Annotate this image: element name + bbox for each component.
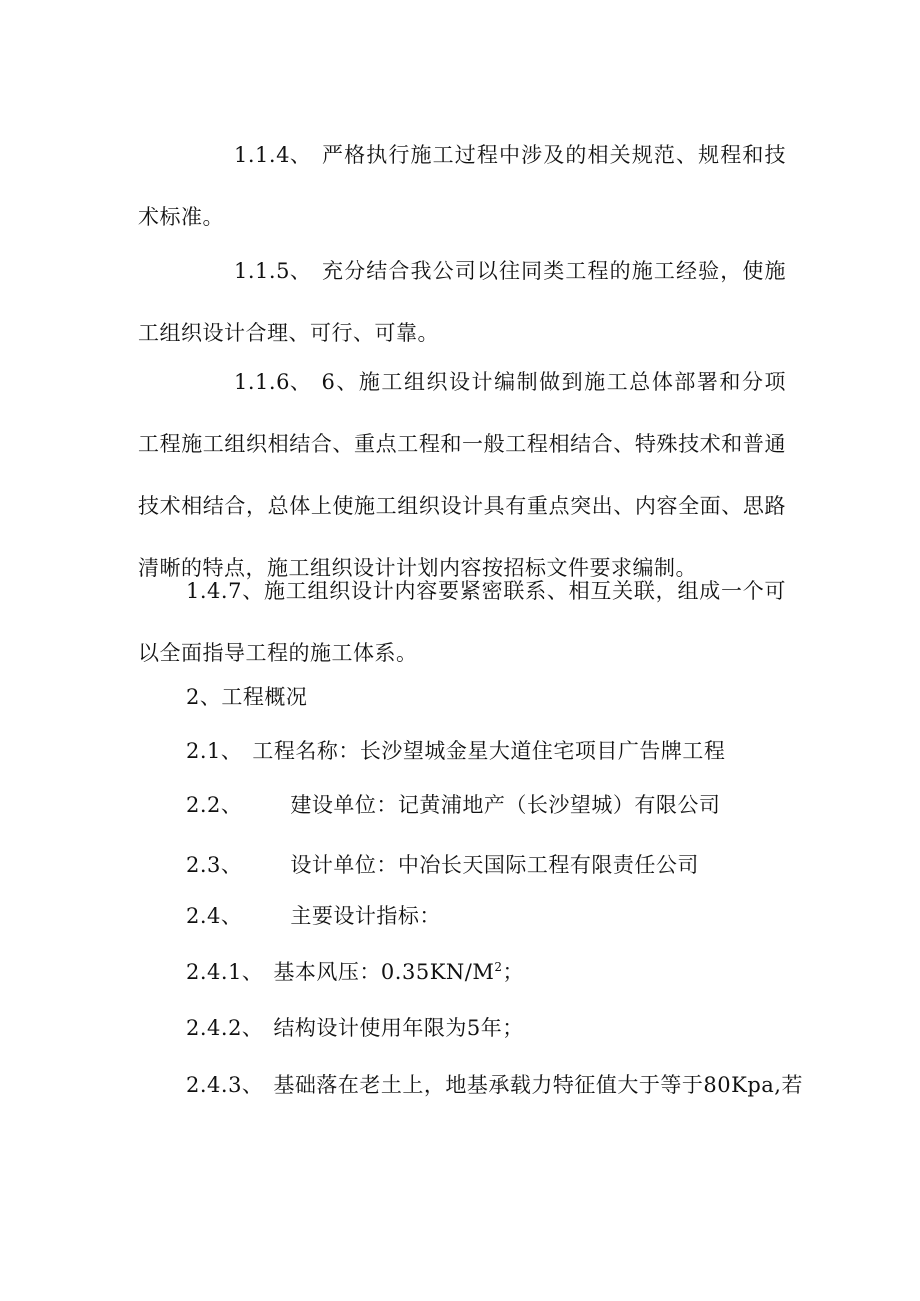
item-text: 基础落在老土上，地基承载力特征值大于等于80Kpa,若 [273, 1073, 803, 1097]
paragraph-1-1-5 [138, 240, 786, 364]
item-text: 结构设计使用年限为5年； [273, 1016, 524, 1040]
item-2-3 [186, 850, 699, 880]
item-number: 2.2、 [186, 793, 243, 817]
item-2-2 [186, 790, 720, 820]
item-2-4 [186, 901, 441, 931]
item-number: 2.4.2、 [186, 1016, 264, 1040]
item-number: 2.4、 [186, 904, 243, 928]
item-text: 基本风压：0.35KN/M [273, 960, 495, 984]
item-2-1 [186, 736, 725, 766]
item-2-4-3 [186, 1070, 803, 1100]
superscript: 2 [494, 960, 503, 974]
clause-text: 6、施工组织设计编制做到施工总体部署和分项工程施工组织相结合、重点工程和一般工程相结合、特殊技术和普通技术相结合，总体上使施工组织设计具有重点突出、内容全面、思路清晰的特点，施工组织设计计划内容按招标文件要求编制。 [138, 370, 786, 580]
item-text: 建设单位：记黄浦地产（长沙望城）有限公司 [290, 793, 721, 817]
clause-text: 严格执行施工过程中涉及的相关规范、规程和技术标准。 [138, 143, 786, 229]
clause-number: 1.1.6、 [234, 370, 312, 394]
item-number: 2.4.3、 [186, 1073, 264, 1097]
item-text: 工程名称：长沙望城金星大道住宅项目广告牌工程 [252, 739, 726, 763]
clause-text: 1.4.7、施工组织设计内容要紧密联系、相互关联，组成一个可以全面指导工程的施工体系。 [138, 579, 786, 665]
item-text: 主要设计指标： [290, 904, 441, 928]
clause-number: 1.1.5、 [234, 259, 312, 283]
item-2-4-2 [186, 1013, 524, 1043]
item-number: 2.3、 [186, 853, 243, 877]
paragraph-1-1-4 [138, 124, 786, 248]
item-tail: ； [502, 960, 524, 984]
clause-text: 充分结合我公司以往同类工程的施工经验，使施工组织设计合理、可行、可靠。 [138, 259, 786, 345]
item-number: 2.1、 [186, 739, 243, 763]
section-heading: 2、工程概况 [186, 685, 308, 709]
paragraph-1-4-7 [138, 560, 786, 684]
item-text: 设计单位：中冶长天国际工程有限责任公司 [290, 853, 699, 877]
item-number: 2.4.1、 [186, 960, 264, 984]
item-2-4-1 [186, 957, 524, 987]
clause-number: 1.1.4、 [234, 143, 312, 167]
